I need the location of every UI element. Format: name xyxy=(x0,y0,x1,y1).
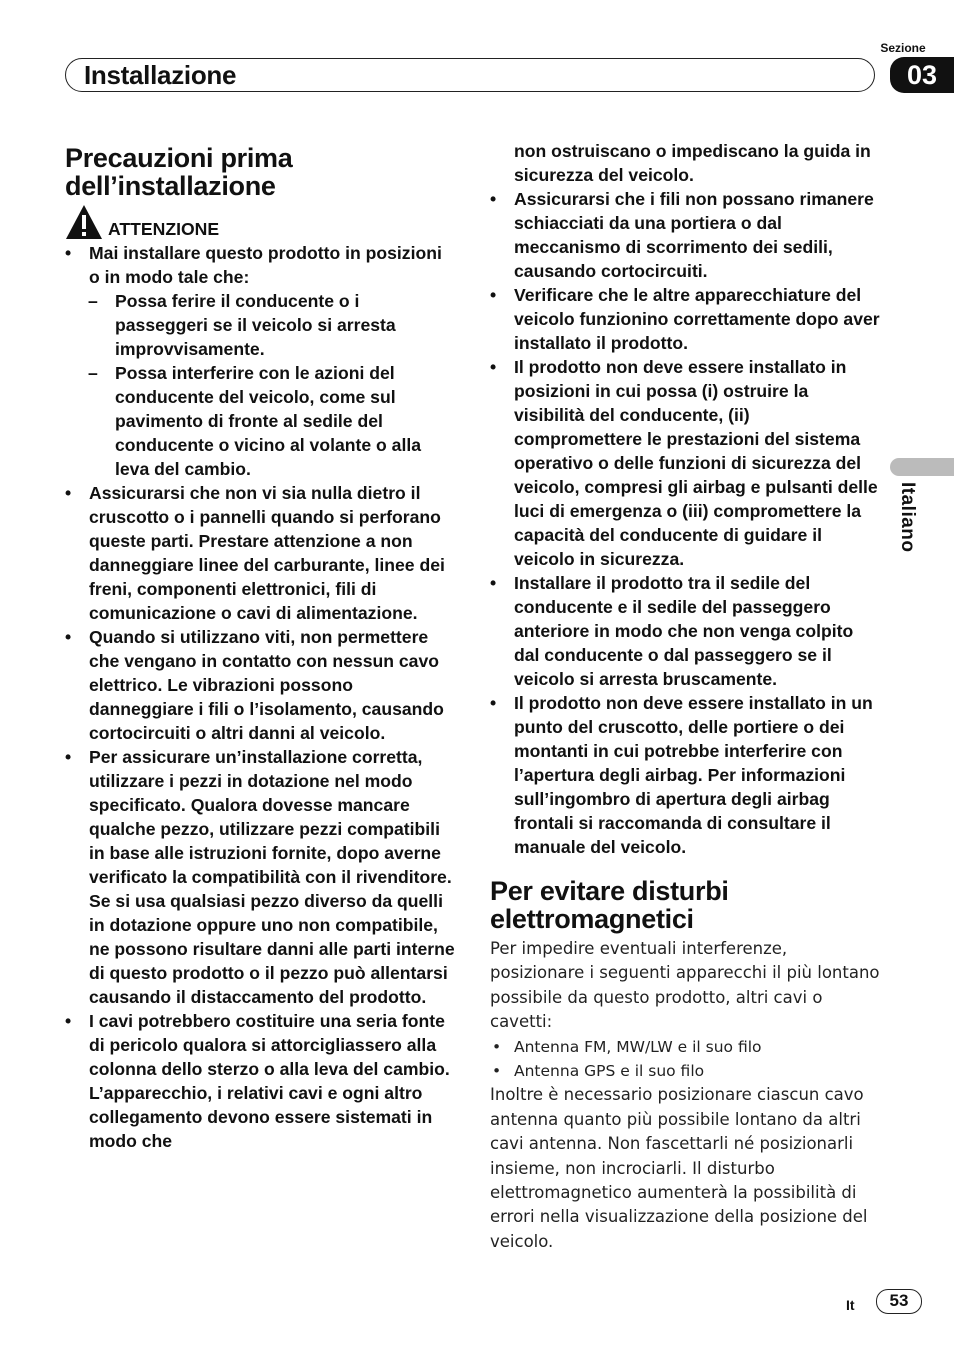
language-label: Italiano xyxy=(897,482,918,553)
bullet-marker: • xyxy=(65,747,72,767)
list-item-text: Antenna FM, MW/LW e il suo filo xyxy=(514,1037,762,1056)
section-number-badge: 03 xyxy=(890,57,954,93)
bullet-marker: • xyxy=(490,357,497,377)
list-item xyxy=(490,187,880,283)
continued-text xyxy=(490,139,880,187)
bullet-marker: • xyxy=(490,693,497,713)
list-item xyxy=(490,283,880,355)
list-item xyxy=(65,625,455,745)
list-item xyxy=(490,691,880,859)
list-item xyxy=(490,1035,880,1059)
list-item xyxy=(65,745,455,1009)
list-item xyxy=(65,241,455,289)
list-item-text: I cavi potrebbero costituire una seria fonte di pericolo qualora si attorcigliassero alla colonna dello sterzo o alla leva del cambio. L’apparecchio, i relativi cavi e ogni altro collegamento devono essere sistemati in modo che xyxy=(89,1011,450,1151)
emi-closing: Inoltre è necessario posizionare ciascun cavo antenna quanto più possibile lontano da altri cavi antenna. Non fascettarli né posizionarli insieme, non incrociarli. Il disturbo elettromagnetico aumenterà la possibilità di errori nella visualizzazione della posizione del veicolo. xyxy=(490,1085,868,1251)
bullet-marker: • xyxy=(490,573,497,593)
list-item-text: Per assicurare un’installazione corretta, utilizzare i pezzi in dotazione nel modo specificato. Qualora dovesse mancare qualche pezzo, utilizzare pezzi compatibili in base alle istruzioni fornite, dopo averne verificato la compatibilità con il rivenditore. Se si usa qualsiasi pezzo diverso da quelli in dotazione oppure uno non compatibile, ne possono risultare danni alle parti interne di questo prodotto o il pezzo può allentarsi causando il distaccamento del prodotto. xyxy=(89,747,455,1007)
header-bar xyxy=(65,58,875,92)
sub-list-item-text: Possa interferire con le azioni del conducente del veicolo, come sul pavimento di fronte al sedile del conducente o vicino al volante o alla leva del cambio. xyxy=(115,363,422,479)
continued-text-body: non ostruiscano o impediscano la guida in sicurezza del veicolo. xyxy=(514,141,871,185)
caution-block xyxy=(65,204,345,240)
list-item xyxy=(490,1059,880,1083)
sub-list-item xyxy=(65,361,455,481)
emi-intro: Per impedire eventuali interferenze, posizionare i seguenti apparecchi il più lontano possibile da questo prodotto, altri cavi o cavetti: xyxy=(490,939,880,1032)
page-number: 53 xyxy=(876,1289,922,1314)
list-item xyxy=(490,355,880,571)
language-tab xyxy=(890,458,954,476)
bullet-marker: • xyxy=(492,1062,502,1081)
list-item-text: Mai installare questo prodotto in posizioni o in modo tale che: xyxy=(89,243,442,287)
left-column xyxy=(65,241,455,1153)
dash-marker: – xyxy=(88,291,98,311)
dash-marker: – xyxy=(88,363,98,383)
list-item xyxy=(490,571,880,691)
bullet-marker: • xyxy=(492,1037,502,1056)
section-label: Sezione xyxy=(880,41,926,55)
list-item-text: Installare il prodotto tra il sedile del conducente e il sedile del passeggero anteriore in modo che non venga colpito dal conducente o dal passeggero se il veicolo si arresta bruscamente. xyxy=(514,573,854,689)
section-heading-precautions: Precauzioni prima dell’installazione xyxy=(65,143,293,201)
bullet-marker: • xyxy=(490,189,497,209)
caution-label: ATTENZIONE xyxy=(108,219,220,239)
list-item-text: Il prodotto non deve essere installato in un punto del cruscotto, delle portiere o dei montanti in cui potrebbe interferire con l’apertura degli airbag. Per informazioni sull’ingombro di apertura degli airbag frontali si raccomanda di consultare il manuale del veicolo. xyxy=(514,693,873,857)
list-item-text: Il prodotto non deve essere installato in posizioni in cui possa (i) ostruire la visibilità del conducente, (ii) compromettere le prestazioni del sistema operativo o delle funzioni di sicurezza del veicolo, compresi gli airbag e pulsanti delle luci di emergenza o (iii) compromettere la capacità del conducente di guidare il veicolo in sicurezza. xyxy=(514,357,878,569)
list-item-text: Antenna GPS e il suo filo xyxy=(514,1062,705,1081)
bullet-marker: • xyxy=(65,483,72,503)
list-item xyxy=(65,481,455,625)
footer-lang-code: It xyxy=(846,1297,855,1313)
list-item-text: Assicurarsi che non vi sia nulla dietro il cruscotto o i pannelli quando si perforano queste parti. Prestare attenzione a non danneggiare linee del carburante, linee dei freni, componenti elettronici, fili di comunicazione o cavi di alimentazione. xyxy=(89,483,445,623)
bullet-marker: • xyxy=(65,627,72,647)
list-item-text: Verificare che le altre apparecchiature del veicolo funzionino correttamente dopo aver installato il prodotto. xyxy=(514,285,880,353)
bullet-marker: • xyxy=(490,285,497,305)
sub-list-item-text: Possa ferire il conducente o i passeggeri se il veicolo si arresta improvvisamente. xyxy=(115,291,396,359)
list-item-text: Quando si utilizzano viti, non permettere che vengano in contatto con nessun cavo elettrico. Le vibrazioni possono danneggiare i fili o l’isolamento, causando cortocircuiti o altri danni al veicolo. xyxy=(89,627,444,743)
warning-icon xyxy=(65,204,103,240)
header-title: Installazione xyxy=(84,60,237,90)
emi-body xyxy=(490,937,880,1254)
section-heading-emi: Per evitare disturbi elettromagnetici xyxy=(490,876,729,934)
right-column xyxy=(490,139,880,859)
bullet-marker: • xyxy=(65,243,72,263)
bullet-marker: • xyxy=(65,1011,72,1031)
sub-list-item xyxy=(65,289,455,361)
list-item-text: Assicurarsi che i fili non possano rimanere schiacciati da una portiera o dal meccanismo di scorrimento dei sedili, causando cortocircuiti. xyxy=(514,189,874,281)
list-item xyxy=(65,1009,455,1153)
